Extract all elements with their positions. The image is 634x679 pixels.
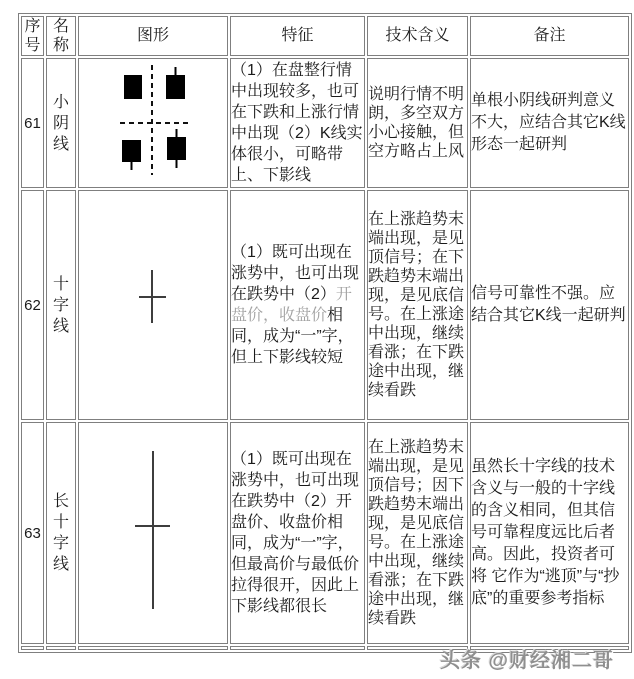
header-index: 序号 xyxy=(21,16,44,56)
partial-cell xyxy=(78,646,228,650)
row62-feature-post: 相同，成为“一”字，但上下影线较短 xyxy=(231,307,354,366)
kline-pattern-table xyxy=(18,13,632,653)
row61-diagram-cell xyxy=(78,58,228,188)
row62-feature xyxy=(230,190,365,420)
table-row-61 xyxy=(21,58,629,188)
row63-feature: （1）既可出现在涨势中，也可出现在跌势中（2）开盘价、收盘价相同，成为“一”字，但最高价与最低价拉得很开，因此上下影线都很长 xyxy=(230,422,365,644)
table-row-62 xyxy=(21,190,629,420)
toutiao-watermark: 头条 @财经湘二哥 xyxy=(439,650,614,672)
row62-name: 十字线 xyxy=(46,190,76,420)
row62-feature-gray: 开盘价，收盘价 xyxy=(231,286,352,324)
row62-note: 信号可靠性不强。应结合其它K线一起研判 xyxy=(470,190,629,420)
header-name: 名称 xyxy=(46,16,76,56)
partial-cell xyxy=(46,646,76,650)
row61-note: 单根小阴线研判意义不大，应结合其它K线形态一起研判 xyxy=(470,58,629,188)
row61-meaning: 说明行情不明朗，多空双方小心接触，但空方略占上风 xyxy=(367,58,468,188)
header-row xyxy=(21,16,629,56)
long-doji-cross-diagram-icon xyxy=(80,423,226,643)
row63-meaning: 在上涨趋势末端出现，是见顶信号；因下跌趋势末端出现，是见底信号。在上涨途中出现，继续看涨；在下跌途中出现，继续看跌 xyxy=(367,422,468,644)
table-row-63 xyxy=(21,422,629,644)
partial-cell xyxy=(230,646,365,650)
row63-index: 63 xyxy=(21,422,44,644)
row62-index: 62 xyxy=(21,190,44,420)
doji-cross-diagram-icon xyxy=(80,191,226,419)
header-note: 备注 xyxy=(470,16,629,56)
row62-meaning: 在上涨趋势末端出现，是见顶信号；在下跌趋势末端出现，是见底信号。在上涨途中出现，继续看涨；在下跌途中出现，继续看跌 xyxy=(367,190,468,420)
row63-diagram-cell xyxy=(78,422,228,644)
header-feature: 特征 xyxy=(230,16,365,56)
row61-index: 61 xyxy=(21,58,44,188)
row62-diagram-cell xyxy=(78,190,228,420)
small-yin-lines-diagram-icon xyxy=(80,59,226,187)
header-graphic: 图形 xyxy=(78,16,228,56)
row61-name: 小阴线 xyxy=(46,58,76,188)
row61-feature: （1）在盘整行情中出现较多，也可在下跌和上涨行情中出现（2）K线实体很小，可略带上、下影线 xyxy=(230,58,365,188)
row63-note: 虽然长十字线的技术含义与一般的十字线的含义相同，但其信号可靠程度远比后者高。因此，投资者可将 它作为“逃顶”与“抄底”的重要参考指标 xyxy=(470,422,629,644)
partial-cell xyxy=(21,646,44,650)
row63-name: 长十字线 xyxy=(46,422,76,644)
header-meaning: 技术含义 xyxy=(367,16,468,56)
row62-feature-pre: （1）既可出现在涨势中，也可出现在跌势中（2） xyxy=(231,244,360,303)
